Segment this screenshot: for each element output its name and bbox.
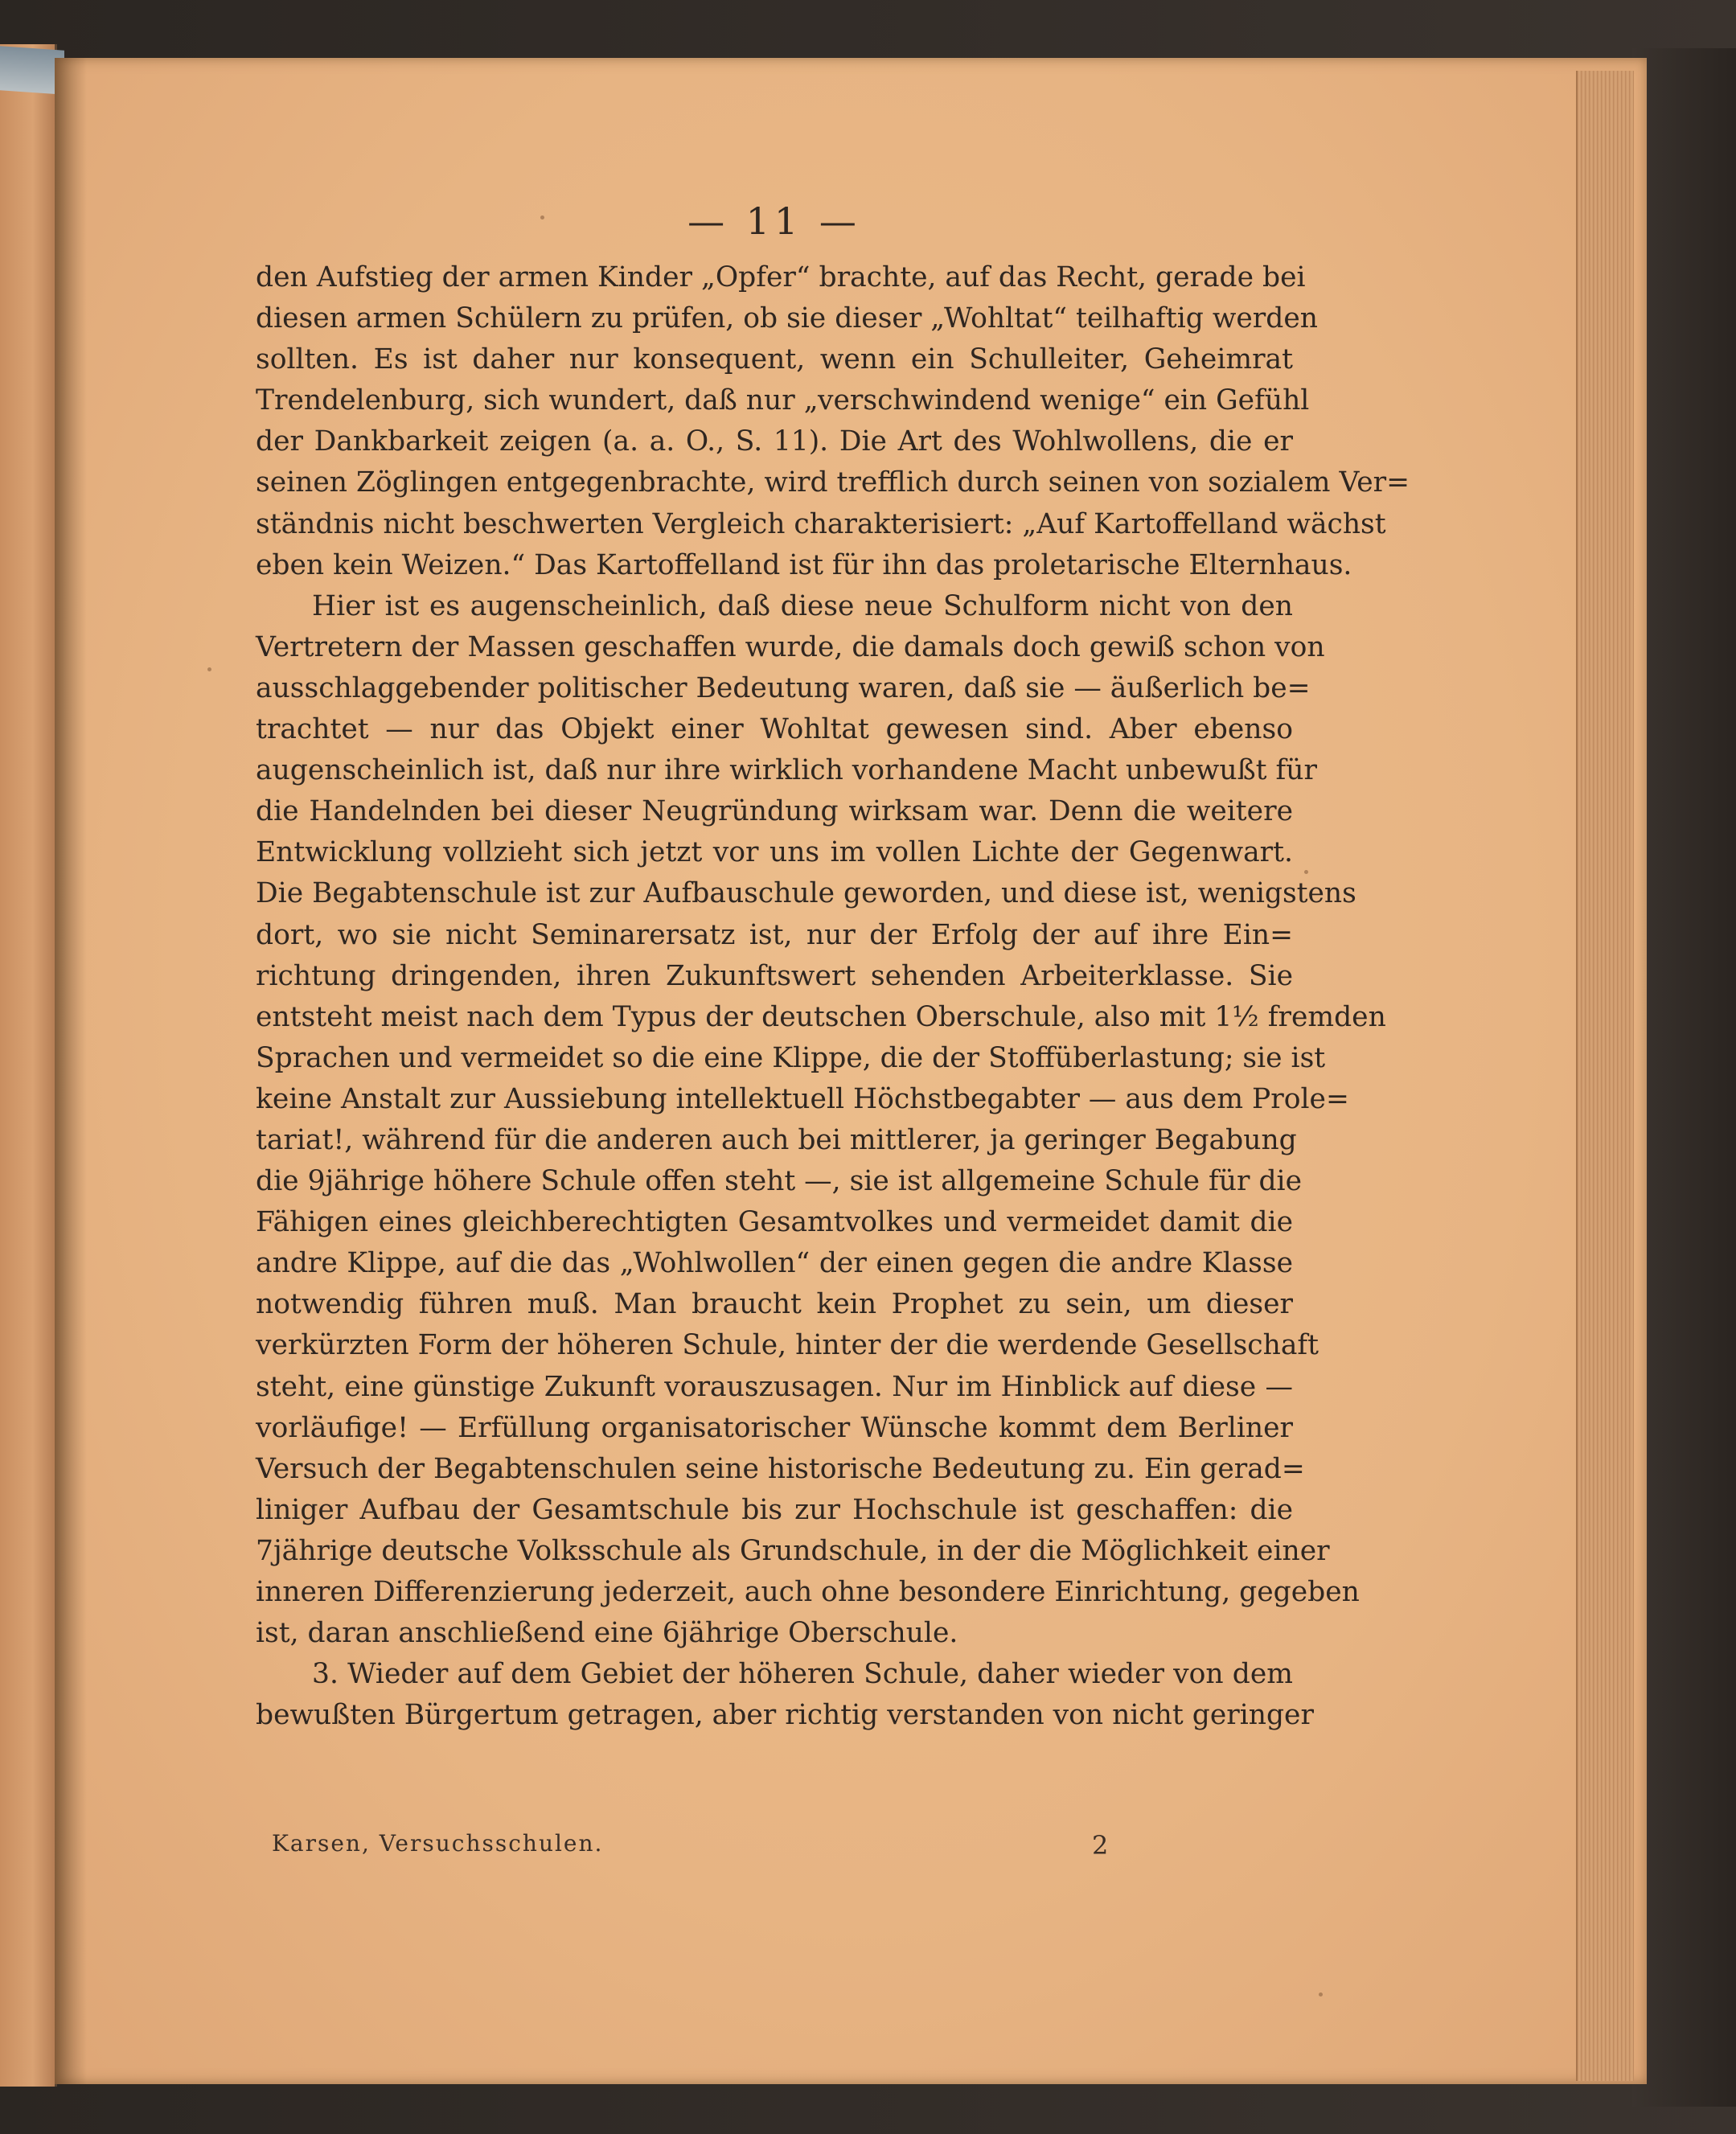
text-line: Vertretern der Massen geschaffen wurde, die damals doch gewiß schon von bbox=[256, 630, 1325, 663]
text-line: ausschlaggebender politischer Bedeutung waren, daß sie — äußerlich be= bbox=[256, 671, 1311, 704]
text-line: verkürzten Form der höheren Schule, hinter der die werdende Gesellschaft bbox=[256, 1329, 1319, 1362]
text-line: Trendelenburg, sich wundert, daß nur „verschwindend wenige“ ein Gefühl bbox=[256, 384, 1310, 417]
left-page-edge bbox=[0, 44, 57, 2087]
text-line: trachtet — nur das Objekt einer Wohltat gewesen sind. Aber ebenso bbox=[256, 713, 1293, 746]
page-gutter-shadow bbox=[55, 58, 87, 2084]
text-line: vorläufige! — Erfüllung organisatorischer Wünsche kommt dem Berliner bbox=[256, 1411, 1293, 1444]
text-line: liniger Aufbau der Gesamtschule bis zur Hochschule ist geschaffen: die bbox=[256, 1493, 1293, 1526]
text-line: andre Klippe, auf die das „Wohlwollen“ der einen gegen die andre Klasse bbox=[256, 1247, 1293, 1280]
text-line: den Aufstieg der armen Kinder „Opfer“ brachte, auf das Recht, gerade bei bbox=[256, 261, 1306, 293]
signature-number: 2 bbox=[1092, 1830, 1109, 1861]
book-spine-edge bbox=[1632, 48, 1736, 2107]
text-line: 3. Wieder auf dem Gebiet der höheren Schule, daher wieder von dem bbox=[312, 1658, 1293, 1691]
text-line: sollten. Es ist daher nur konsequent, wenn ein Schulleiter, Geheimrat bbox=[256, 343, 1293, 376]
text-line: seinen Zöglingen entgegenbrachte, wird trefflich durch seinen von sozialem Ver= bbox=[256, 466, 1410, 499]
text-line: dort, wo sie nicht Seminarersatz ist, nur der Erfolg der auf ihre Ein= bbox=[256, 918, 1293, 951]
paper-speck bbox=[207, 667, 211, 671]
text-line: steht, eine günstige Zukunft vorauszusagen. Nur im Hinblick auf diese — bbox=[256, 1370, 1293, 1403]
paper-speck bbox=[1319, 1992, 1323, 1997]
text-line: die 9jährige höhere Schule offen steht —, sie ist allgemeine Schule für die bbox=[256, 1165, 1302, 1198]
text-line: ständnis nicht beschwerten Vergleich charakterisiert: „Auf Kartoffelland wächst bbox=[256, 507, 1386, 540]
text-line: 7jährige deutsche Volksschule als Grundschule, in der die Möglichkeit einer bbox=[256, 1534, 1330, 1567]
text-line: notwendig führen muß. Man braucht kein Prophet zu sein, um dieser bbox=[256, 1288, 1293, 1321]
text-line: Entwicklung vollzieht sich jetzt vor uns im vollen Lichte der Gegenwart. bbox=[256, 836, 1293, 869]
paper-speck bbox=[1304, 870, 1308, 874]
text-line: der Dankbarkeit zeigen (a. a. O., S. 11). Die Art des Wohlwollens, die er bbox=[256, 425, 1293, 458]
page-text-block bbox=[256, 199, 1410, 1736]
text-line: augenscheinlich ist, daß nur ihre wirklich vorhandene Macht unbewußt für bbox=[256, 754, 1317, 787]
text-line: tariat!, während für die anderen auch bei mittlerer, ja geringer Begabung bbox=[256, 1123, 1297, 1156]
text-line: Die Begabtenschule ist zur Aufbauschule geworden, und diese ist, wenigstens bbox=[256, 877, 1356, 910]
text-line: Hier ist es augenscheinlich, daß diese neue Schulform nicht von den bbox=[312, 589, 1293, 622]
text-line: diesen armen Schülern zu prüfen, ob sie dieser „Wohltat“ teilhaftig werden bbox=[256, 302, 1319, 335]
text-line: richtung dringenden, ihren Zukunftswert sehenden Arbeiterklasse. Sie bbox=[256, 959, 1293, 992]
text-line: Fähigen eines gleichberechtigten Gesamtvolkes und vermeidet damit die bbox=[256, 1206, 1293, 1239]
text-line: Versuch der Begabtenschulen seine historische Bedeutung zu. Ein gerad= bbox=[256, 1452, 1305, 1485]
text-line: die Handelnden bei dieser Neugründung wirksam war. Denn die weitere bbox=[256, 795, 1293, 828]
text-line: eben kein Weizen.“ Das Kartoffelland ist für ihn das proletarische Elternhaus. bbox=[256, 548, 1352, 581]
page-fore-edge bbox=[1576, 71, 1634, 2081]
text-line: ist, daran anschließend eine 6jährige Oberschule. bbox=[256, 1617, 958, 1650]
page-number: — 11 — bbox=[687, 199, 861, 243]
text-line: inneren Differenzierung jederzeit, auch ohne besondere Einrichtung, gegeben bbox=[256, 1576, 1360, 1608]
signature-footer: Karsen, Versuchsschulen. bbox=[272, 1830, 604, 1857]
text-line: keine Anstalt zur Aussiebung intellektuell Höchstbegabter — aus dem Prole= bbox=[256, 1082, 1349, 1115]
text-line: entsteht meist nach dem Typus der deutschen Oberschule, also mit 1½ fremden bbox=[256, 1000, 1386, 1033]
text-line: Sprachen und vermeidet so die eine Klippe, die der Stoffüberlastung; sie ist bbox=[256, 1041, 1326, 1074]
text-line: bewußten Bürgertum getragen, aber richtig verstanden von nicht geringer bbox=[256, 1699, 1314, 1732]
body-text bbox=[256, 257, 1410, 1736]
